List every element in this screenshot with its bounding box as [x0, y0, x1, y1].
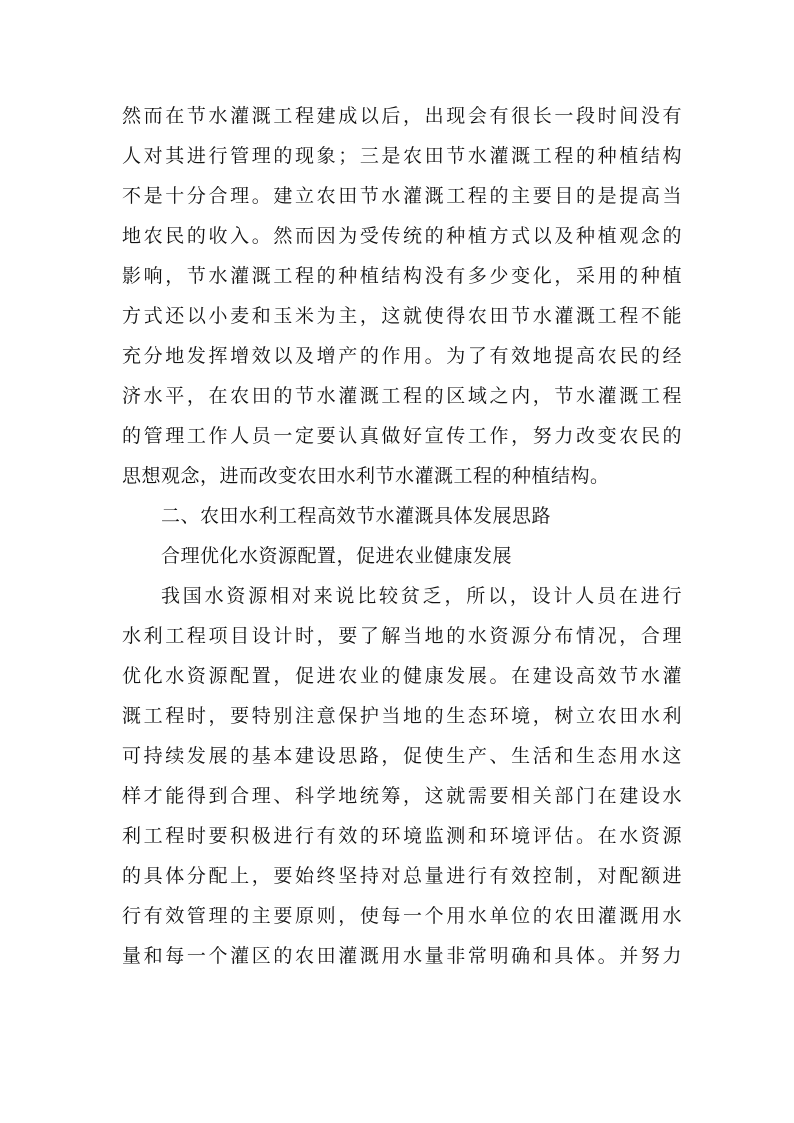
sub-heading: 合理优化水资源配置，促进农业健康发展 [161, 545, 513, 567]
paragraph-1-line-5: 影响，节水灌溉工程的种植结构没有多少变化，采用的种植 [122, 265, 682, 287]
paragraph-1-line-9: 的管理工作人员一定要认真做好宣传工作，努力改变农民的 [122, 425, 682, 447]
paragraph-2-line-8: 的具体分配上，要始终坚持对总量进行有效控制，对配额进 [122, 865, 682, 887]
paragraph-2-line-7: 利工程时要积极进行有效的环境监测和环境评估。在水资源 [122, 825, 682, 847]
paragraph-1-line-4: 地农民的收入。然而因为受传统的种植方式以及种植观念的 [122, 225, 682, 247]
paragraph-1-line-3: 不是十分合理。建立农田节水灌溉工程的主要目的是提高当 [122, 185, 682, 207]
paragraph-1-line-1: 然而在节水灌溉工程建成以后，出现会有很长一段时间没有 [122, 105, 682, 127]
paragraph-2-line-9: 行有效管理的主要原则，使每一个用水单位的农田灌溉用水 [122, 905, 682, 927]
paragraph-1-line-7: 充分地发挥增效以及增产的作用。为了有效地提高农民的经 [122, 345, 682, 367]
paragraph-2-line-10: 量和每一个灌区的农田灌溉用水量非常明确和具体。并努力 [122, 945, 682, 967]
paragraph-2-line-4: 溉工程时，要特别注意保护当地的生态环境，树立农田水利 [122, 705, 682, 727]
paragraph-1-line-10: 思想观念，进而改变农田水利节水灌溉工程的种植结构。 [122, 465, 610, 487]
section-heading: 二、农田水利工程高效节水灌溉具体发展思路 [161, 505, 552, 527]
paragraph-2-line-2: 水利工程项目设计时，要了解当地的水资源分布情况，合理 [122, 625, 682, 647]
paragraph-1-line-2: 人对其进行管理的现象；三是农田节水灌溉工程的种植结构 [122, 145, 682, 167]
paragraph-2-line-1: 我国水资源相对来说比较贫乏，所以，设计人员在进行 [161, 585, 682, 607]
paragraph-2-line-3: 优化水资源配置，促进农业的健康发展。在建设高效节水灌 [122, 665, 682, 687]
paragraph-1-line-8: 济水平，在农田的节水灌溉工程的区域之内，节水灌溉工程 [122, 385, 682, 407]
paragraph-1-line-6: 方式还以小麦和玉米为主，这就使得农田节水灌溉工程不能 [122, 305, 682, 327]
paragraph-2-line-6: 样才能得到合理、科学地统筹，这就需要相关部门在建设水 [122, 785, 682, 807]
paragraph-2-line-5: 可持续发展的基本建设思路，促使生产、生活和生态用水这 [122, 745, 682, 767]
